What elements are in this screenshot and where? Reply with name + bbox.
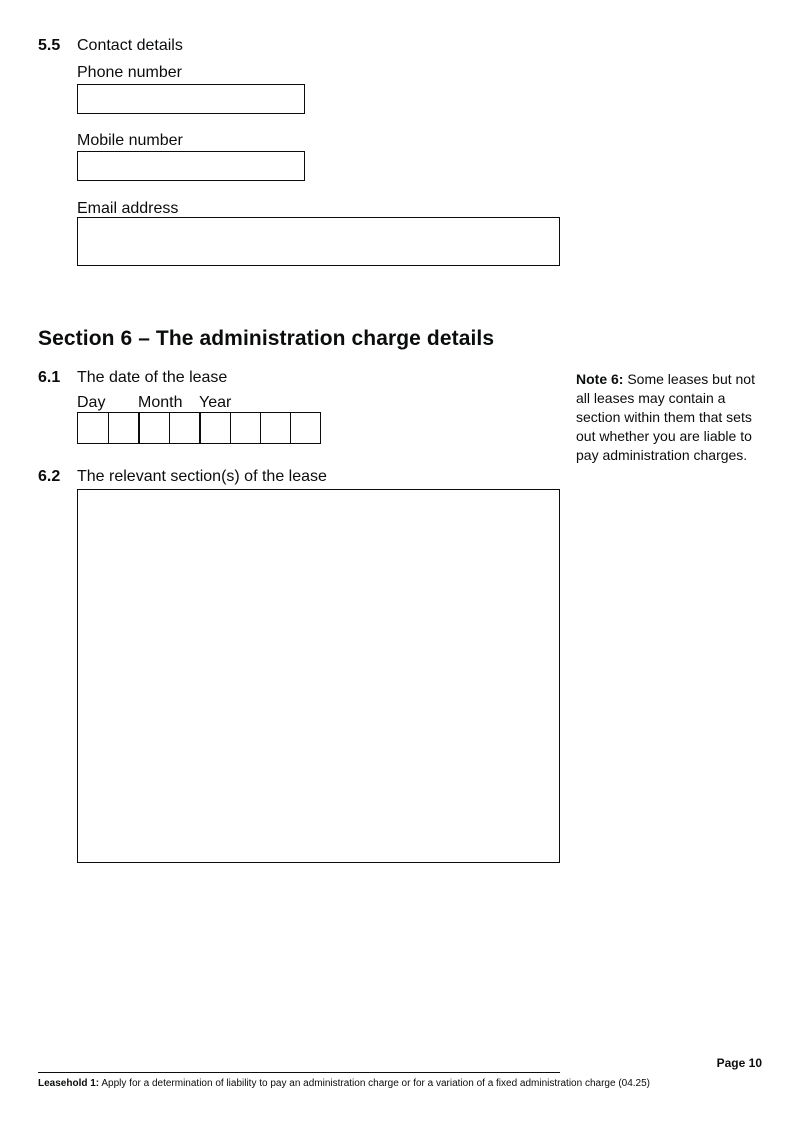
note-6 [576, 370, 761, 465]
note-6-text: Some leases but not all leases may contain a section within them that sets out whether you are liable to pay administration charges. [576, 371, 755, 463]
mobile-number-label: Mobile number [77, 132, 183, 149]
footer-form-name: Leasehold 1: [38, 1078, 100, 1089]
question-number-6-2: 6.2 [38, 468, 61, 485]
email-address-label: Email address [77, 200, 179, 217]
email-address-input[interactable] [77, 217, 560, 266]
month-label: Month [138, 394, 183, 411]
lease-date-grid [77, 412, 321, 444]
date-month-digit-1[interactable] [138, 413, 169, 443]
day-label: Day [77, 394, 106, 411]
phone-number-label: Phone number [77, 64, 182, 81]
footer-divider [38, 1072, 560, 1073]
question-title-contact-details: Contact details [77, 37, 183, 54]
date-year-digit-2[interactable] [230, 413, 260, 443]
date-day-digit-2[interactable] [108, 413, 138, 443]
year-label: Year [199, 394, 232, 411]
date-month-digit-2[interactable] [169, 413, 199, 443]
date-day-digit-1[interactable] [78, 413, 108, 443]
question-number-5-5: 5.5 [38, 37, 61, 54]
relevant-sections-textarea[interactable] [77, 489, 560, 863]
date-year-digit-3[interactable] [260, 413, 290, 443]
section-6-heading: Section 6 – The administration charge details [38, 327, 495, 350]
date-year-digit-1[interactable] [199, 413, 230, 443]
mobile-number-input[interactable] [77, 151, 305, 181]
question-title-date-of-lease: The date of the lease [77, 369, 228, 386]
date-year-digit-4[interactable] [290, 413, 320, 443]
footer-form-title [38, 1078, 650, 1089]
phone-number-input[interactable] [77, 84, 305, 114]
question-title-relevant-sections: The relevant section(s) of the lease [77, 468, 327, 485]
note-6-label: Note 6: [576, 371, 624, 387]
page-number: Page 10 [716, 1056, 762, 1070]
footer-form-description: Apply for a determination of liability to pay an administration charge or for a variation of a fixed administration charge (04.25) [101, 1078, 650, 1089]
question-number-6-1: 6.1 [38, 369, 61, 386]
